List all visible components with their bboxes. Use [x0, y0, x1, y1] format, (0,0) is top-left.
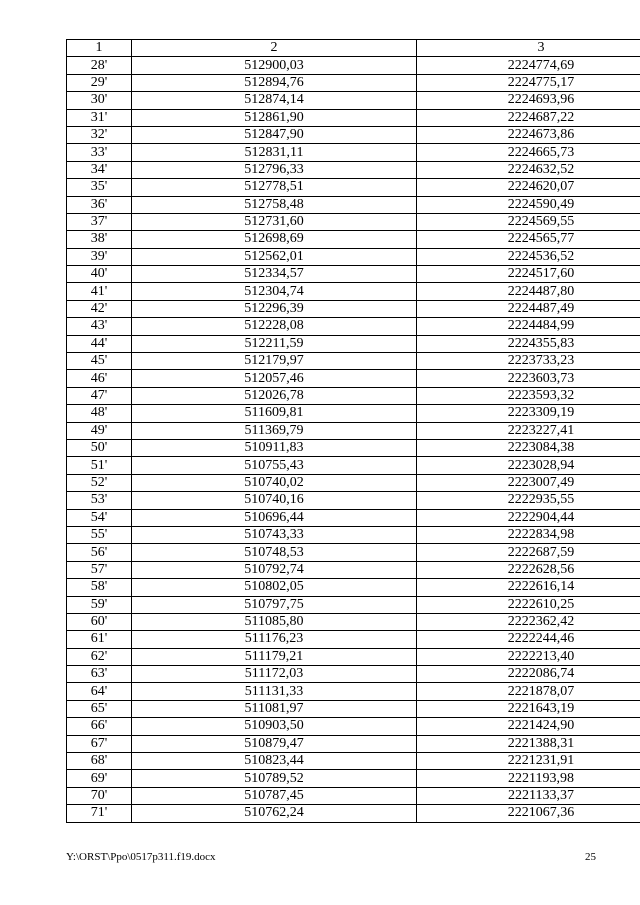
- x-coordinate-cell: 510903,50: [132, 718, 417, 735]
- point-number-cell: 55': [67, 526, 132, 543]
- table-row: [67, 283, 640, 300]
- y-coordinate-cell: 2224536,52: [417, 248, 640, 265]
- table-row: [67, 213, 640, 230]
- table-row: [67, 126, 640, 143]
- table-row: [67, 74, 640, 91]
- x-coordinate-cell: 510802,05: [132, 579, 417, 596]
- column-header-3: 3: [417, 40, 640, 57]
- y-coordinate-cell: 2224355,83: [417, 335, 640, 352]
- x-coordinate-cell: 511131,33: [132, 683, 417, 700]
- x-coordinate-cell: 512847,90: [132, 126, 417, 143]
- x-coordinate-cell: 512894,76: [132, 74, 417, 91]
- table-row: [67, 561, 640, 578]
- y-coordinate-cell: 2223309,19: [417, 405, 640, 422]
- table-row: [67, 613, 640, 630]
- point-number-cell: 66': [67, 718, 132, 735]
- y-coordinate-cell: 2221424,90: [417, 718, 640, 735]
- x-coordinate-cell: 512900,03: [132, 57, 417, 74]
- table-row: [67, 92, 640, 109]
- x-coordinate-cell: 510823,44: [132, 753, 417, 770]
- x-coordinate-cell: 510748,53: [132, 544, 417, 561]
- y-coordinate-cell: 2223028,94: [417, 457, 640, 474]
- y-coordinate-cell: 2222362,42: [417, 613, 640, 630]
- table-row: [67, 509, 640, 526]
- table-row: [67, 109, 640, 126]
- table-header-row: [67, 40, 640, 57]
- x-coordinate-cell: 512296,39: [132, 300, 417, 317]
- x-coordinate-cell: 510743,33: [132, 526, 417, 543]
- point-number-cell: 47': [67, 387, 132, 404]
- y-coordinate-cell: 2224693,96: [417, 92, 640, 109]
- point-number-cell: 42': [67, 300, 132, 317]
- table-row: [67, 492, 640, 509]
- point-number-cell: 28': [67, 57, 132, 74]
- point-number-cell: 31': [67, 109, 132, 126]
- y-coordinate-cell: 2224673,86: [417, 126, 640, 143]
- y-coordinate-cell: 2224620,07: [417, 179, 640, 196]
- point-number-cell: 36': [67, 196, 132, 213]
- y-coordinate-cell: 2224775,17: [417, 74, 640, 91]
- table-row: [67, 248, 640, 265]
- x-coordinate-cell: 512057,46: [132, 370, 417, 387]
- table-row: [67, 266, 640, 283]
- y-coordinate-cell: 2222616,14: [417, 579, 640, 596]
- point-number-cell: 49': [67, 422, 132, 439]
- x-coordinate-cell: 512861,90: [132, 109, 417, 126]
- column-header-2: 2: [132, 40, 417, 57]
- x-coordinate-cell: 512562,01: [132, 248, 417, 265]
- table-row: [67, 474, 640, 491]
- table-row: [67, 231, 640, 248]
- x-coordinate-cell: 512228,08: [132, 318, 417, 335]
- footer-file-path: Y:\ORST\Ppo\0517p311.f19.docx: [66, 851, 216, 863]
- y-coordinate-cell: 2224487,80: [417, 283, 640, 300]
- point-number-cell: 44': [67, 335, 132, 352]
- table-row: [67, 666, 640, 683]
- column-header-1: 1: [67, 40, 132, 57]
- x-coordinate-cell: 511085,80: [132, 613, 417, 630]
- x-coordinate-cell: 510696,44: [132, 509, 417, 526]
- point-number-cell: 39': [67, 248, 132, 265]
- point-number-cell: 51': [67, 457, 132, 474]
- point-number-cell: 60': [67, 613, 132, 630]
- x-coordinate-cell: 510787,45: [132, 787, 417, 804]
- table-row: [67, 683, 640, 700]
- point-number-cell: 67': [67, 735, 132, 752]
- table-row: [67, 179, 640, 196]
- table-row: [67, 405, 640, 422]
- y-coordinate-cell: 2223084,38: [417, 439, 640, 456]
- point-number-cell: 62': [67, 648, 132, 665]
- x-coordinate-cell: 510789,52: [132, 770, 417, 787]
- table-row: [67, 144, 640, 161]
- point-number-cell: 58': [67, 579, 132, 596]
- y-coordinate-cell: 2224569,55: [417, 213, 640, 230]
- table-row: [67, 335, 640, 352]
- x-coordinate-cell: 511172,03: [132, 666, 417, 683]
- point-number-cell: 32': [67, 126, 132, 143]
- y-coordinate-cell: 2224590,49: [417, 196, 640, 213]
- point-number-cell: 52': [67, 474, 132, 491]
- table-row: [67, 735, 640, 752]
- y-coordinate-cell: 2221231,91: [417, 753, 640, 770]
- point-number-cell: 68': [67, 753, 132, 770]
- table-row: [67, 787, 640, 804]
- table-body: [67, 57, 640, 822]
- x-coordinate-cell: 510911,83: [132, 439, 417, 456]
- y-coordinate-cell: 2221193,98: [417, 770, 640, 787]
- table-row: [67, 753, 640, 770]
- y-coordinate-cell: 2222086,74: [417, 666, 640, 683]
- y-coordinate-cell: 2224665,73: [417, 144, 640, 161]
- x-coordinate-cell: 512796,33: [132, 161, 417, 178]
- x-coordinate-cell: 510755,43: [132, 457, 417, 474]
- y-coordinate-cell: 2224484,99: [417, 318, 640, 335]
- y-coordinate-cell: 2221133,37: [417, 787, 640, 804]
- y-coordinate-cell: 2222213,40: [417, 648, 640, 665]
- point-number-cell: 45': [67, 353, 132, 370]
- point-number-cell: 35': [67, 179, 132, 196]
- point-number-cell: 54': [67, 509, 132, 526]
- point-number-cell: 40': [67, 266, 132, 283]
- x-coordinate-cell: 512731,60: [132, 213, 417, 230]
- point-number-cell: 48': [67, 405, 132, 422]
- y-coordinate-cell: 2223593,32: [417, 387, 640, 404]
- table-row: [67, 57, 640, 74]
- x-coordinate-cell: 512758,48: [132, 196, 417, 213]
- table-row: [67, 422, 640, 439]
- y-coordinate-cell: 2224687,22: [417, 109, 640, 126]
- table-row: [67, 770, 640, 787]
- x-coordinate-cell: 510762,24: [132, 805, 417, 822]
- table-row: [67, 596, 640, 613]
- point-number-cell: 34': [67, 161, 132, 178]
- y-coordinate-cell: 2224565,77: [417, 231, 640, 248]
- point-number-cell: 57': [67, 561, 132, 578]
- point-number-cell: 69': [67, 770, 132, 787]
- x-coordinate-cell: 512026,78: [132, 387, 417, 404]
- y-coordinate-cell: 2222610,25: [417, 596, 640, 613]
- table-row: [67, 805, 640, 822]
- y-coordinate-cell: 2224487,49: [417, 300, 640, 317]
- table-row: [67, 353, 640, 370]
- y-coordinate-cell: 2224632,52: [417, 161, 640, 178]
- y-coordinate-cell: 2223603,73: [417, 370, 640, 387]
- table-row: [67, 631, 640, 648]
- point-number-cell: 56': [67, 544, 132, 561]
- x-coordinate-cell: 512304,74: [132, 283, 417, 300]
- footer-page-number: 25: [585, 851, 596, 863]
- x-coordinate-cell: 511081,97: [132, 700, 417, 717]
- y-coordinate-cell: 2224517,60: [417, 266, 640, 283]
- point-number-cell: 30': [67, 92, 132, 109]
- x-coordinate-cell: 512698,69: [132, 231, 417, 248]
- coordinates-table: [66, 39, 640, 823]
- point-number-cell: 41': [67, 283, 132, 300]
- point-number-cell: 59': [67, 596, 132, 613]
- x-coordinate-cell: 512211,59: [132, 335, 417, 352]
- point-number-cell: 29': [67, 74, 132, 91]
- point-number-cell: 63': [67, 666, 132, 683]
- y-coordinate-cell: 2221878,07: [417, 683, 640, 700]
- x-coordinate-cell: 510740,02: [132, 474, 417, 491]
- table-row: [67, 718, 640, 735]
- y-coordinate-cell: 2222628,56: [417, 561, 640, 578]
- x-coordinate-cell: 510879,47: [132, 735, 417, 752]
- point-number-cell: 64': [67, 683, 132, 700]
- table-row: [67, 439, 640, 456]
- x-coordinate-cell: 511176,23: [132, 631, 417, 648]
- table-row: [67, 370, 640, 387]
- y-coordinate-cell: 2222935,55: [417, 492, 640, 509]
- x-coordinate-cell: 512874,14: [132, 92, 417, 109]
- y-coordinate-cell: 2222687,59: [417, 544, 640, 561]
- x-coordinate-cell: 511609,81: [132, 405, 417, 422]
- y-coordinate-cell: 2222904,44: [417, 509, 640, 526]
- point-number-cell: 53': [67, 492, 132, 509]
- point-number-cell: 50': [67, 439, 132, 456]
- point-number-cell: 43': [67, 318, 132, 335]
- x-coordinate-cell: 510792,74: [132, 561, 417, 578]
- table-row: [67, 161, 640, 178]
- x-coordinate-cell: 511369,79: [132, 422, 417, 439]
- table-row: [67, 300, 640, 317]
- y-coordinate-cell: 2223007,49: [417, 474, 640, 491]
- y-coordinate-cell: 2221643,19: [417, 700, 640, 717]
- y-coordinate-cell: 2221067,36: [417, 805, 640, 822]
- x-coordinate-cell: 512831,11: [132, 144, 417, 161]
- y-coordinate-cell: 2223227,41: [417, 422, 640, 439]
- table-row: [67, 387, 640, 404]
- point-number-cell: 46': [67, 370, 132, 387]
- x-coordinate-cell: 512179,97: [132, 353, 417, 370]
- y-coordinate-cell: 2223733,23: [417, 353, 640, 370]
- table-row: [67, 700, 640, 717]
- point-number-cell: 37': [67, 213, 132, 230]
- x-coordinate-cell: 512334,57: [132, 266, 417, 283]
- y-coordinate-cell: 2221388,31: [417, 735, 640, 752]
- point-number-cell: 38': [67, 231, 132, 248]
- point-number-cell: 70': [67, 787, 132, 804]
- point-number-cell: 65': [67, 700, 132, 717]
- table-row: [67, 457, 640, 474]
- y-coordinate-cell: 2222834,98: [417, 526, 640, 543]
- y-coordinate-cell: 2222244,46: [417, 631, 640, 648]
- table-row: [67, 544, 640, 561]
- x-coordinate-cell: 510797,75: [132, 596, 417, 613]
- x-coordinate-cell: 511179,21: [132, 648, 417, 665]
- y-coordinate-cell: 2224774,69: [417, 57, 640, 74]
- x-coordinate-cell: 510740,16: [132, 492, 417, 509]
- table-row: [67, 579, 640, 596]
- point-number-cell: 71': [67, 805, 132, 822]
- x-coordinate-cell: 512778,51: [132, 179, 417, 196]
- point-number-cell: 33': [67, 144, 132, 161]
- table-row: [67, 318, 640, 335]
- table-row: [67, 526, 640, 543]
- table-row: [67, 196, 640, 213]
- table-row: [67, 648, 640, 665]
- point-number-cell: 61': [67, 631, 132, 648]
